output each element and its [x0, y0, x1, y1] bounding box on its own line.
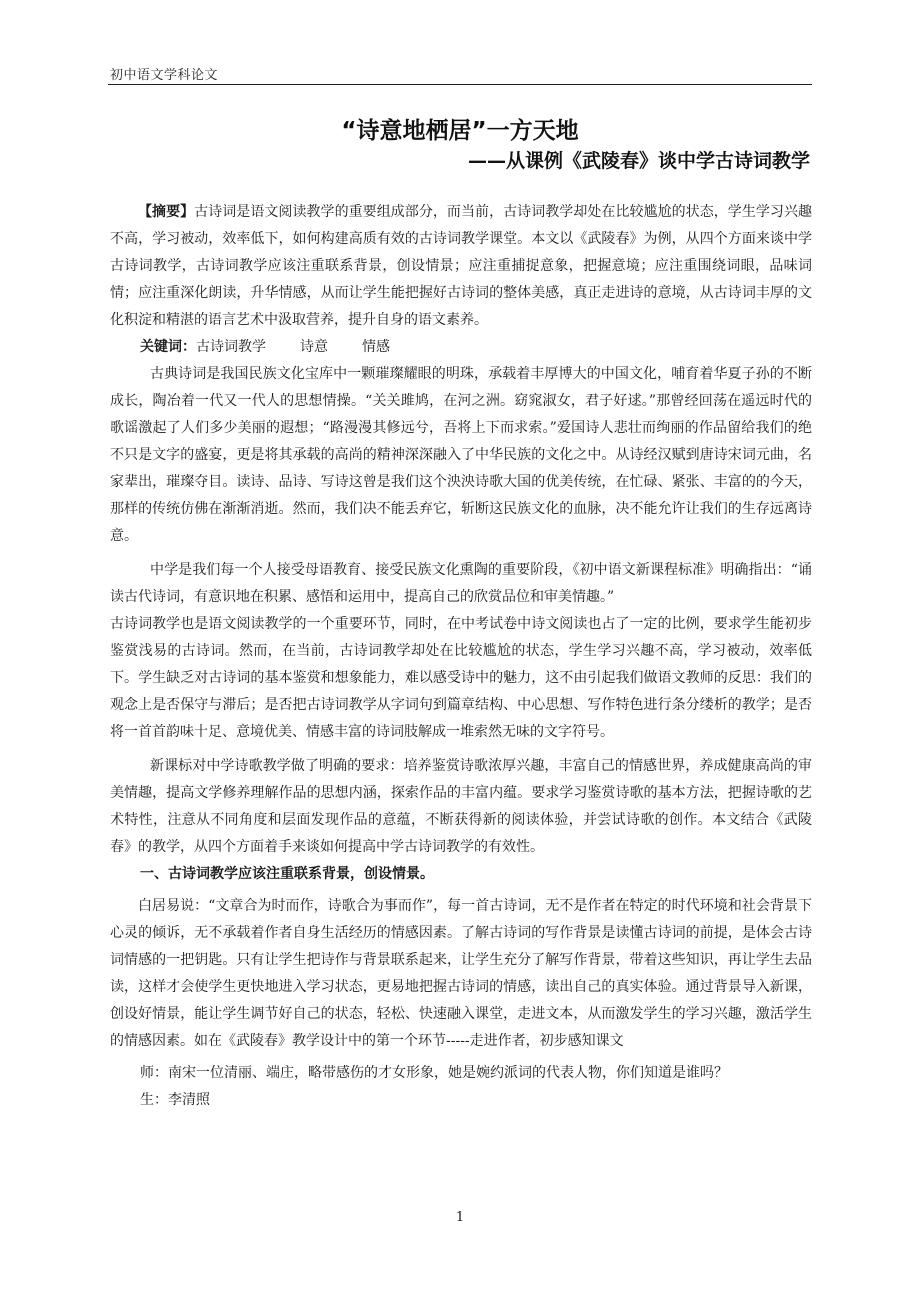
dialog-line: 生：李清照 — [140, 1092, 210, 1108]
dialog-line: 师：南宋一位清丽、端庄，略带感伤的才女形象，她是婉约派词的代表人物，你们知道是谁吗？ — [140, 1065, 728, 1081]
body-paragraph: 古典诗词是我国民族文化宝库中一颗璀璨耀眼的明珠，承载着丰厚博大的中国文化，哺育着华夏子孙的不断成长，陶冶着一代又一代人的思想情操。“关关雎鸠，在河之洲。窈窕淑女，君子好逑。”那曾经回荡在遥远时代的歌谣激起了人们多少美丽的遐想；“路漫漫其修远兮，吾将上下而求索。”爱国诗人悲壮而绚丽的作品留给我们的绝不只是文字的盛宴，更是将其承载的高尚的精神深深融入了中华民族的文化之中。从诗经汉赋到唐诗宋词元曲，名家辈出，璀璨夺目。读诗、品诗、写诗这曾是我们这个泱泱诗歌大国的优美传统，在忙碌、紧张、丰富的的今天，那样的传统仿佛在渐渐消逝。然而，我们决不能丢弃它，斩断这民族文化的血脉，决不能允许让我们的生存远离诗意。 — [110, 366, 812, 544]
keyword-item: 诗意 — [300, 339, 328, 355]
article-body — [110, 199, 812, 1114]
abstract-paragraph — [110, 199, 812, 334]
keywords-label: 关键词： — [140, 339, 196, 355]
body-paragraph: 中学是我们每一个人接受母语教育、接受民族文化熏陶的重要阶段，《初中语文新课程标准》明确指出：“诵读古代诗词，有意识地在积累、感悟和运用中，提高自己的欣赏品位和审美情趣。” — [110, 562, 812, 605]
page-number: 1 — [455, 1210, 465, 1225]
article-subtitle: ——从课例《武陵春》谈中学古诗词教学 — [467, 150, 810, 172]
keywords-line — [110, 334, 812, 361]
body-paragraph: 白居易说：“文章合为时而作，诗歌合为事而作”，每一首古诗词，无不是作者在特定的时代环境和社会背景下心灵的倾诉，无不承载着作者自身生活经历的情感因素。了解古诗词的写作背景是读懂古诗词的前提，是体会古诗词情感的一把钥匙。只有让学生把诗作与背景联系起来，让学生充分了解写作背景，带着这些知识，再让学生去品读，这样才会使学生更快地进入学习状态，更易地把握古诗词的情感，读出自己的真实体验。通过背景导入新课，创设好情景，能让学生调节好自己的状态，轻松、快速融入课堂，走进文本，从而激发学生的学习兴趣，激活学生的情感因素。如在《武陵春》教学设计中的第一个环节-----走进作者，初步感知课文 — [110, 898, 812, 1049]
abstract-label: 【摘要】 — [138, 204, 195, 220]
header-divider — [108, 84, 812, 85]
article-title: “诗意地栖居”一方天地 — [341, 118, 579, 144]
abstract-text: 古诗词是语文阅读教学的重要组成部分，而当前，古诗词教学却处在比较尴尬的状态，学生学习兴趣不高，学习被动，效率低下，如何构建高质有效的古诗词教学课堂。本文以《武陵春》为例，从四个方面来谈中学古诗词教学，古诗词教学应该注重联系背景，创设情景；应注重捕捉意象，把握意境；应注重围绕词眼，品味词情；应注重深化朗读，升华情感，从而让学生能把握好古诗词的整体美感，真正走进诗的意境，从古诗词丰厚的文化积淀和精湛的语言艺术中汲取营养，提升自身的语文素养。 — [110, 204, 812, 328]
body-paragraph: 新课标对中学诗歌教学做了明确的要求：培养鉴赏诗歌浓厚兴趣，丰富自己的情感世界，养成健康高尚的审美情趣，提高文学修养理解作品的思想内涵，探索作品的丰富内蕴。要求学习鉴赏诗歌的基本方法，把握诗歌的艺术特性，注意从不同角度和层面发现作品的意蕴，不断获得新的阅读体验，并尝试诗歌的创作。本文结合《武陵春》的教学，从四个方面着手来谈如何提高中学古诗词教学的有效性。 — [110, 758, 812, 855]
header-text: 初中语文学科论文 — [110, 68, 219, 83]
keyword-item: 古诗词教学 — [196, 339, 266, 355]
section-heading: 一、古诗词教学应该注重联系背景，创设情景。 — [140, 866, 434, 882]
body-paragraph: 古诗词教学也是语文阅读教学的一个重要环节，同时，在中考试卷中诗文阅读也占了一定的比例，要求学生能初步鉴赏浅易的古诗词。然而，在当前，古诗词教学却处在比较尴尬的状态，学生学习兴趣不高，学习被动，效率低下。学生缺乏对古诗词的基本鉴赏和想象能力，难以感受诗中的魅力，这不由引起我们做语文教师的反思：我们的观念上是否保守与滞后；是否把古诗词教学从字词句到篇章结构、中心思想、写作特色进行条分缕析的教学；是否将一首首韵味十足、意境优美、情感丰富的诗词肢解成一堆索然无味的文字符号。 — [110, 616, 812, 740]
keyword-item: 情感 — [362, 339, 390, 355]
